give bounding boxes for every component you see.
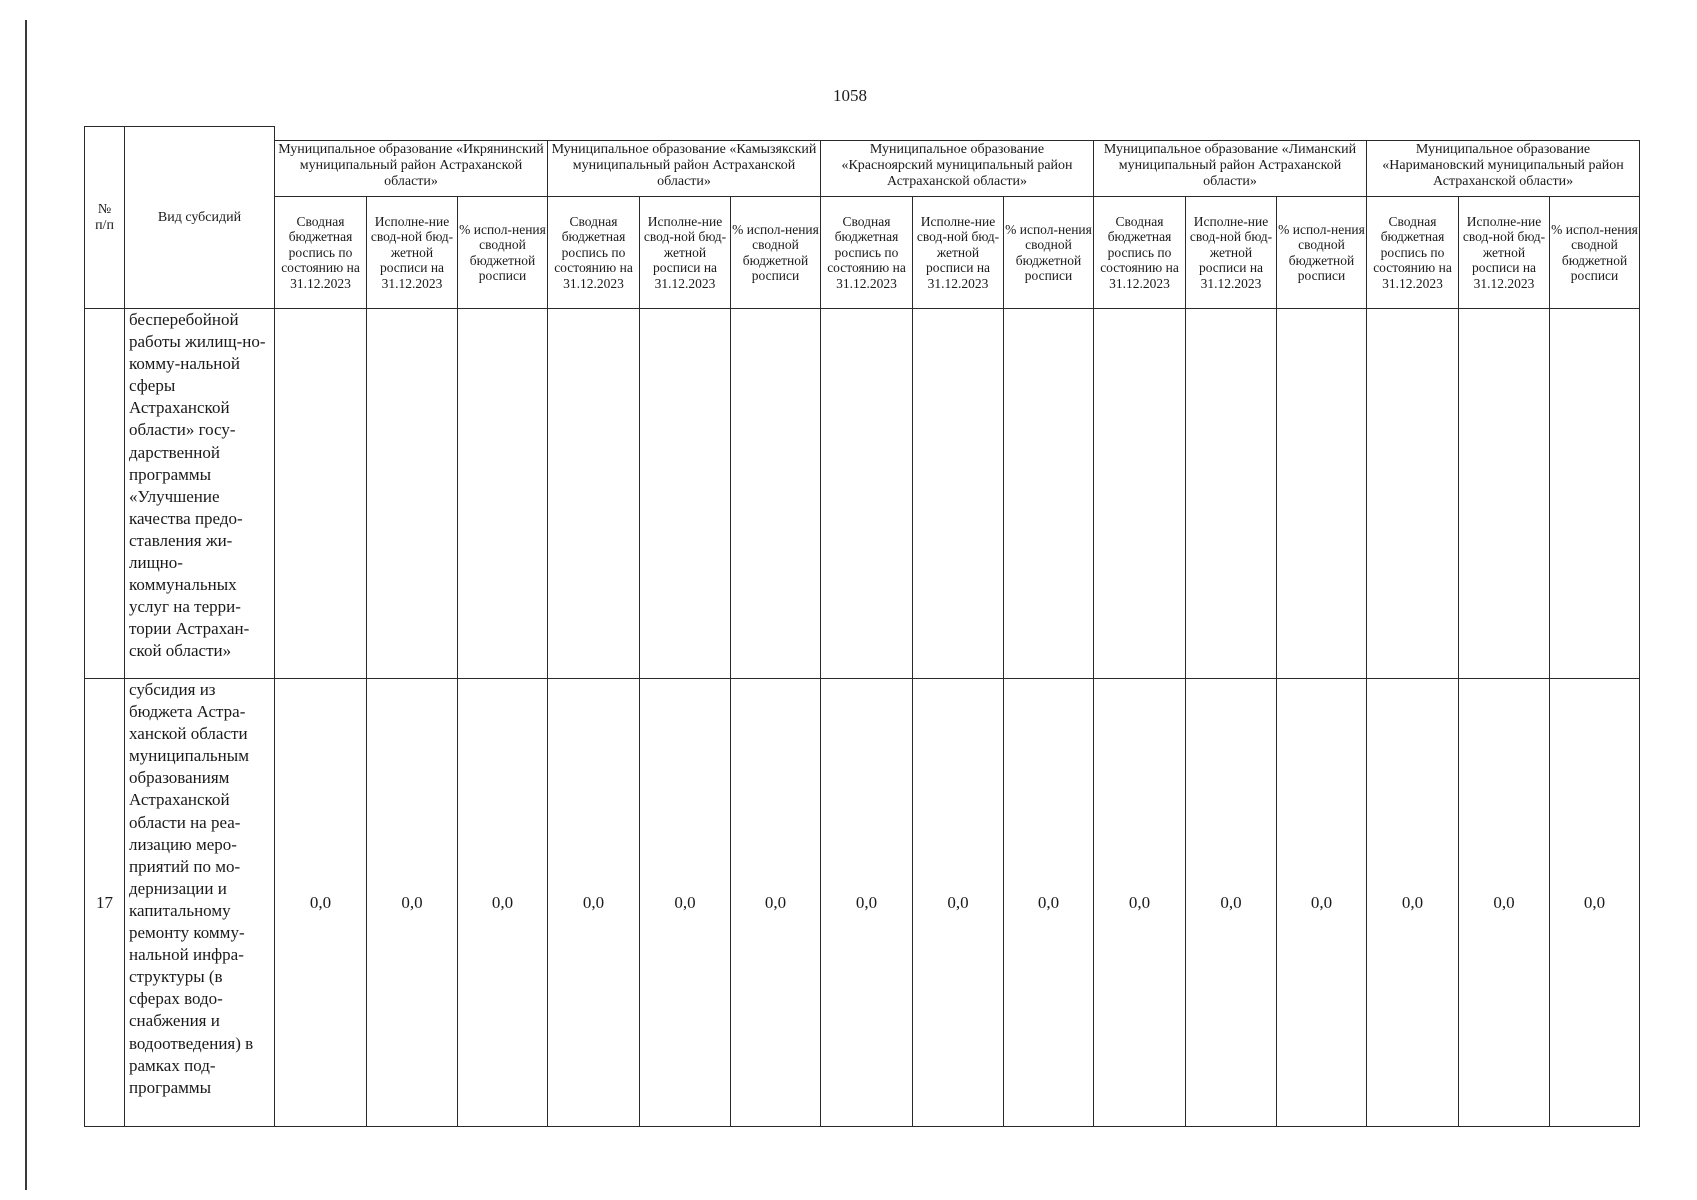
value-cell (275, 309, 367, 679)
value-cell: 0,0 (367, 679, 458, 1127)
col-header-budget: Сводная бюджетная роспись по состоянию на 31.12.2023 (275, 197, 367, 309)
column-kind-header (125, 127, 275, 309)
value-cell (821, 309, 913, 679)
table-row (85, 679, 1640, 1127)
value-cell (1094, 309, 1186, 679)
col-header-percent: % испол-нения сводной бюджетной росписи (1277, 197, 1367, 309)
value-cell: 0,0 (1459, 679, 1550, 1127)
value-cell (1004, 309, 1094, 679)
value-cell: 0,0 (458, 679, 548, 1127)
subsidy-kind: бесперебойной работы жилищ-но-комму-нальной сферы Астраханской области» госу-дарственной программы «Улучшение качества предо-ставления жи-лищно-коммунальных услуг на терри-тории Астрахан-ской области» (125, 309, 275, 679)
value-cell (1367, 309, 1459, 679)
value-cell (1186, 309, 1277, 679)
col-header-execution: Исполне-ние свод-ной бюд-жетной росписи на 31.12.2023 (1186, 197, 1277, 309)
value-cell (1550, 309, 1640, 679)
value-cell: 0,0 (1367, 679, 1459, 1127)
page-number: 1058 (833, 86, 867, 105)
value-cell (913, 309, 1004, 679)
column-header-row (85, 197, 1640, 309)
value-cell: 0,0 (821, 679, 913, 1127)
municipality-header-narimanovsky: Муниципальное образование «Наримановский муниципальный район Астраханской области» (1367, 141, 1640, 197)
municipality-header-kamyzyaksky: Муниципальное образование «Камызякский муниципальный район Астраханской области» (548, 141, 821, 197)
value-cell: 0,0 (1004, 679, 1094, 1127)
subsidy-table (84, 126, 1640, 1127)
value-cell: 0,0 (548, 679, 640, 1127)
row-number: 17 (85, 679, 125, 1127)
value-cell (458, 309, 548, 679)
col-header-execution: Исполне-ние свод-ной бюд-жетной росписи на 31.12.2023 (1459, 197, 1550, 309)
value-cell (548, 309, 640, 679)
value-cell: 0,0 (1094, 679, 1186, 1127)
table-row (85, 309, 1640, 679)
value-cell: 0,0 (640, 679, 731, 1127)
binding-line (25, 20, 27, 1190)
col-header-budget: Сводная бюджетная роспись по состоянию на 31.12.2023 (1367, 197, 1459, 309)
col-header-execution: Исполне-ние свод-ной бюд-жетной росписи на 31.12.2023 (367, 197, 458, 309)
municipality-header-row (85, 141, 1640, 197)
col-header-percent: % испол-нения сводной бюджетной росписи (731, 197, 821, 309)
kind-label: Вид субсидий (157, 209, 242, 225)
col-header-percent: % испол-нения сводной бюджетной росписи (1550, 197, 1640, 309)
municipality-header-ikryaninsky: Муниципальное образование «Икрянинский муниципальный район Астраханской области» (275, 141, 548, 197)
col-header-execution: Исполне-ние свод-ной бюд-жетной росписи на 31.12.2023 (640, 197, 731, 309)
value-cell (367, 309, 458, 679)
municipality-header-limansky: Муниципальное образование «Лиманский муниципальный район Астраханской области» (1094, 141, 1367, 197)
municipality-header-krasnoyarsky: Муниципальное образование «Красноярский муниципальный район Астраханской области» (821, 141, 1094, 197)
value-cell (1459, 309, 1550, 679)
col-header-budget: Сводная бюджетная роспись по состоянию на 31.12.2023 (1094, 197, 1186, 309)
header-spacer (275, 127, 1640, 141)
col-header-budget: Сводная бюджетная роспись по состоянию на 31.12.2023 (548, 197, 640, 309)
value-cell: 0,0 (913, 679, 1004, 1127)
value-cell: 0,0 (275, 679, 367, 1127)
value-cell: 0,0 (731, 679, 821, 1127)
value-cell (731, 309, 821, 679)
num-label: № п/п (95, 201, 114, 233)
value-cell: 0,0 (1550, 679, 1640, 1127)
value-cell (1277, 309, 1367, 679)
value-cell (640, 309, 731, 679)
row-number (85, 309, 125, 679)
col-header-percent: % испол-нения сводной бюджетной росписи (458, 197, 548, 309)
value-cell: 0,0 (1277, 679, 1367, 1127)
value-cell: 0,0 (1186, 679, 1277, 1127)
col-header-execution: Исполне-ние свод-ной бюд-жетной росписи на 31.12.2023 (913, 197, 1004, 309)
header-spacer-row (85, 127, 1640, 141)
col-header-percent: % испол-нения сводной бюджетной росписи (1004, 197, 1094, 309)
col-header-budget: Сводная бюджетная роспись по состоянию на 31.12.2023 (821, 197, 913, 309)
subsidy-kind: субсидия из бюджета Астра-ханской области муниципальным образованиям Астраханской области на реа-лизацию меро-приятий по мо-дернизации и капитальному ремонту комму-нальной инфра-структуры (в сферах водо-снабжения и водоотведения) в рамках под-программы (125, 679, 275, 1127)
column-number-header (85, 127, 125, 309)
